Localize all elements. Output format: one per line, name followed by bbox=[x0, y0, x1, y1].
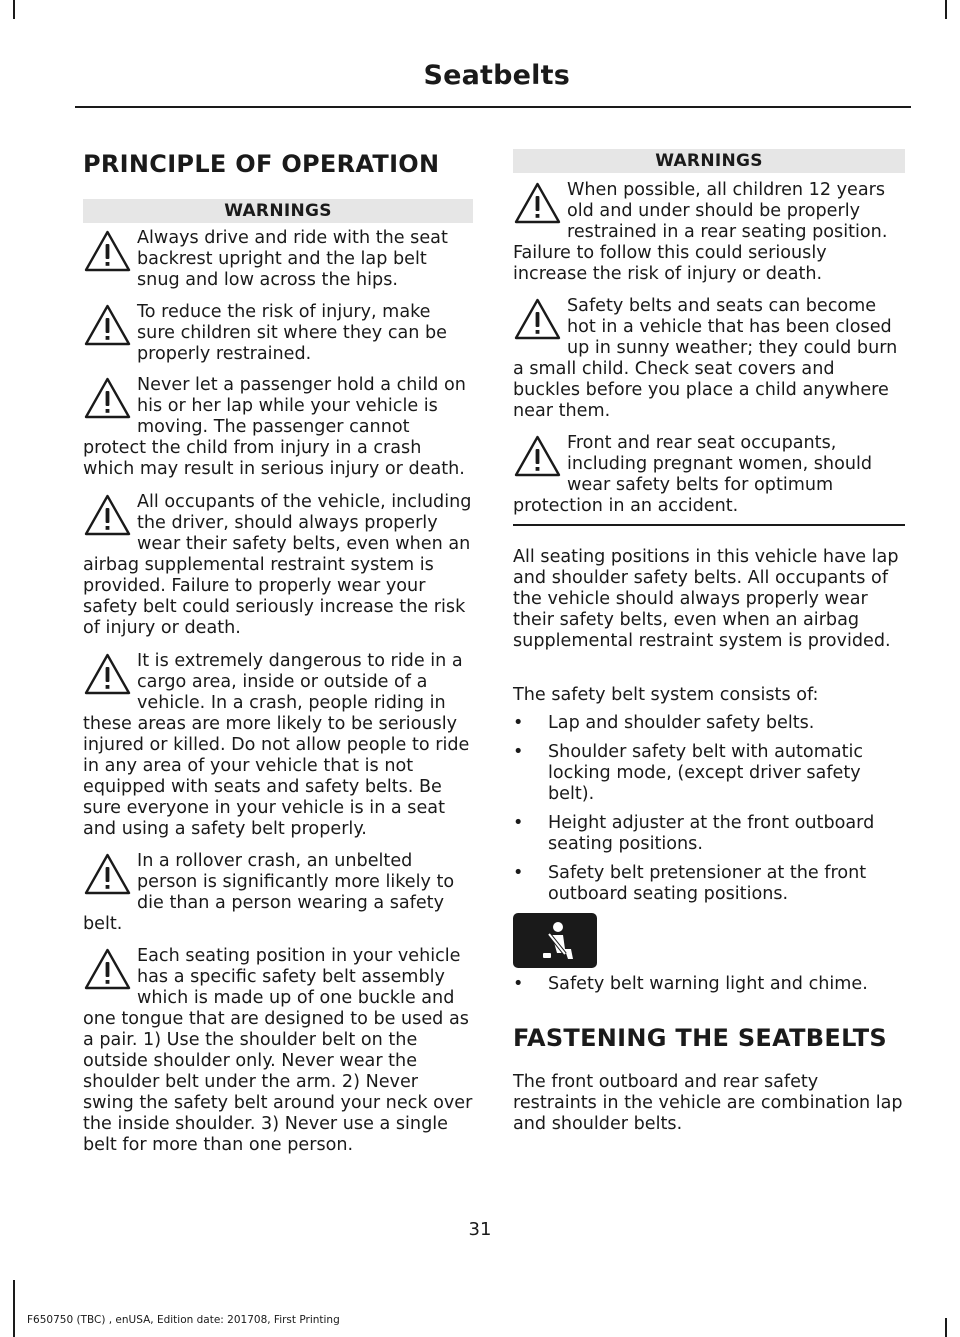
bullet: • bbox=[513, 742, 524, 762]
page-number: 31 bbox=[468, 1219, 492, 1240]
warnings-end-rule bbox=[513, 524, 905, 526]
warning-item bbox=[83, 851, 473, 935]
warning-text: Always drive and ride with the seat backrest upright and the lap belt snug and low across the hips. bbox=[137, 228, 448, 290]
warning-item bbox=[513, 180, 905, 285]
page-header-title: Seatbelts bbox=[423, 60, 570, 91]
warnings-header: WARNINGS bbox=[83, 199, 473, 223]
warning-text: Front and rear seat occupants, including pregnant women, should wear safety belts for optimum protection in an accident. bbox=[513, 433, 873, 516]
list-item bbox=[513, 863, 905, 905]
warning-triangle-icon bbox=[83, 492, 132, 538]
list-item bbox=[513, 713, 905, 734]
section-heading: PRINCIPLE OF OPERATION bbox=[83, 150, 440, 178]
warning-triangle-icon bbox=[513, 433, 562, 479]
warning-text: Never let a passenger hold a child on his or her lap while your vehicle is moving. The passenger cannot protect the child from injury in a crash which may result in serious injury or death. bbox=[83, 375, 466, 479]
warning-text: Each seating position in your vehicle has a specific safety belt assembly which is made up of one buckle and one tongue that are designed to be used as a pair. 1) Use the shoulder belt on the outside shoulder only. Never wear the shoulder belt under the arm. 2) Never swing the safety belt around your neck over the inside shoulder. 3) Never use a single belt for more than one person. bbox=[83, 946, 473, 1155]
crop-mark bbox=[13, 1280, 15, 1337]
warning-triangle-icon bbox=[513, 180, 562, 226]
bullet: • bbox=[513, 713, 524, 733]
warning-triangle-icon bbox=[513, 296, 562, 342]
bullet: • bbox=[513, 813, 524, 833]
crop-mark bbox=[945, 1318, 947, 1337]
warning-text: In a rollover crash, an unbelted person is significantly more likely to die than a person wearing a safety belt. bbox=[83, 851, 455, 934]
warning-text: All occupants of the vehicle, including the driver, should always properly wear their safety belts, even when an airbag supplemental restraint system is provided. Failure to properly wear your safety belt could seriously increase the risk of injury or death. bbox=[83, 492, 472, 638]
footer-text: F650750 (TBC) , enUSA, Edition date: 201708, First Printing bbox=[27, 1314, 340, 1326]
system-intro: The safety belt system consists of: bbox=[513, 685, 819, 705]
bullet: • bbox=[513, 863, 524, 883]
warning-text: When possible, all children 12 years old and under should be properly restrained in a rear seating position. Failure to follow this could seriously increase the risk of injury or death. bbox=[513, 180, 888, 284]
crop-mark bbox=[13, 0, 15, 19]
belt-components-list bbox=[513, 713, 905, 913]
header-divider bbox=[75, 106, 911, 108]
bullet: • bbox=[513, 974, 524, 994]
warning-triangle-icon bbox=[83, 851, 132, 897]
warning-item bbox=[513, 296, 905, 422]
list-item-text: Shoulder safety belt with automatic locking mode, (except driver safety belt). bbox=[548, 742, 864, 804]
fastening-paragraph: The front outboard and rear safety restraints in the vehicle are combination lap and shoulder belts. bbox=[513, 1072, 903, 1134]
list-item bbox=[513, 974, 905, 995]
list-item bbox=[513, 813, 905, 855]
warning-item bbox=[83, 302, 473, 365]
warning-item bbox=[83, 375, 473, 480]
crop-mark bbox=[945, 0, 947, 19]
list-item-text: Safety belt warning light and chime. bbox=[548, 974, 868, 994]
warning-triangle-icon bbox=[83, 375, 132, 421]
list-item-text: Safety belt pretensioner at the front outboard seating positions. bbox=[548, 863, 867, 904]
warning-triangle-icon bbox=[83, 228, 132, 274]
seatbelt-warning-icon bbox=[513, 913, 597, 968]
warning-triangle-icon bbox=[83, 946, 132, 992]
warning-item bbox=[83, 946, 473, 1156]
warning-triangle-icon bbox=[83, 651, 132, 697]
warning-text: Safety belts and seats can become hot in a vehicle that has been closed up in sunny weather; they could burn a small child. Check seat covers and buckles before you place a child anywhere near them. bbox=[513, 296, 898, 421]
warnings-header: WARNINGS bbox=[513, 149, 905, 173]
section-heading: FASTENING THE SEATBELTS bbox=[513, 1024, 887, 1052]
warning-item bbox=[83, 228, 473, 291]
warning-light-list bbox=[513, 974, 905, 1003]
list-item-text: Height adjuster at the front outboard seating positions. bbox=[548, 813, 875, 854]
intro-paragraph: All seating positions in this vehicle have lap and shoulder safety belts. All occupants of the vehicle should always properly wear their safety belts, even when an airbag supplemental restraint system is provided. bbox=[513, 547, 899, 651]
warning-triangle-icon bbox=[83, 302, 132, 348]
list-item bbox=[513, 742, 905, 805]
warning-item bbox=[83, 492, 473, 639]
warning-item bbox=[83, 651, 473, 840]
warning-item bbox=[513, 433, 905, 517]
warning-text: To reduce the risk of injury, make sure children sit where they can be properly restrained. bbox=[137, 302, 448, 364]
list-item-text: Lap and shoulder safety belts. bbox=[548, 713, 815, 733]
warning-text: It is extremely dangerous to ride in a cargo area, inside or outside of a vehicle. In a crash, people riding in these areas are more likely to be seriously injured or killed. Do not allow people to ride in any area of your vehicle that is not equipped with seats and safety belts. Be sure everyone in your vehicle is in a seat and using a safety belt properly. bbox=[83, 651, 470, 839]
